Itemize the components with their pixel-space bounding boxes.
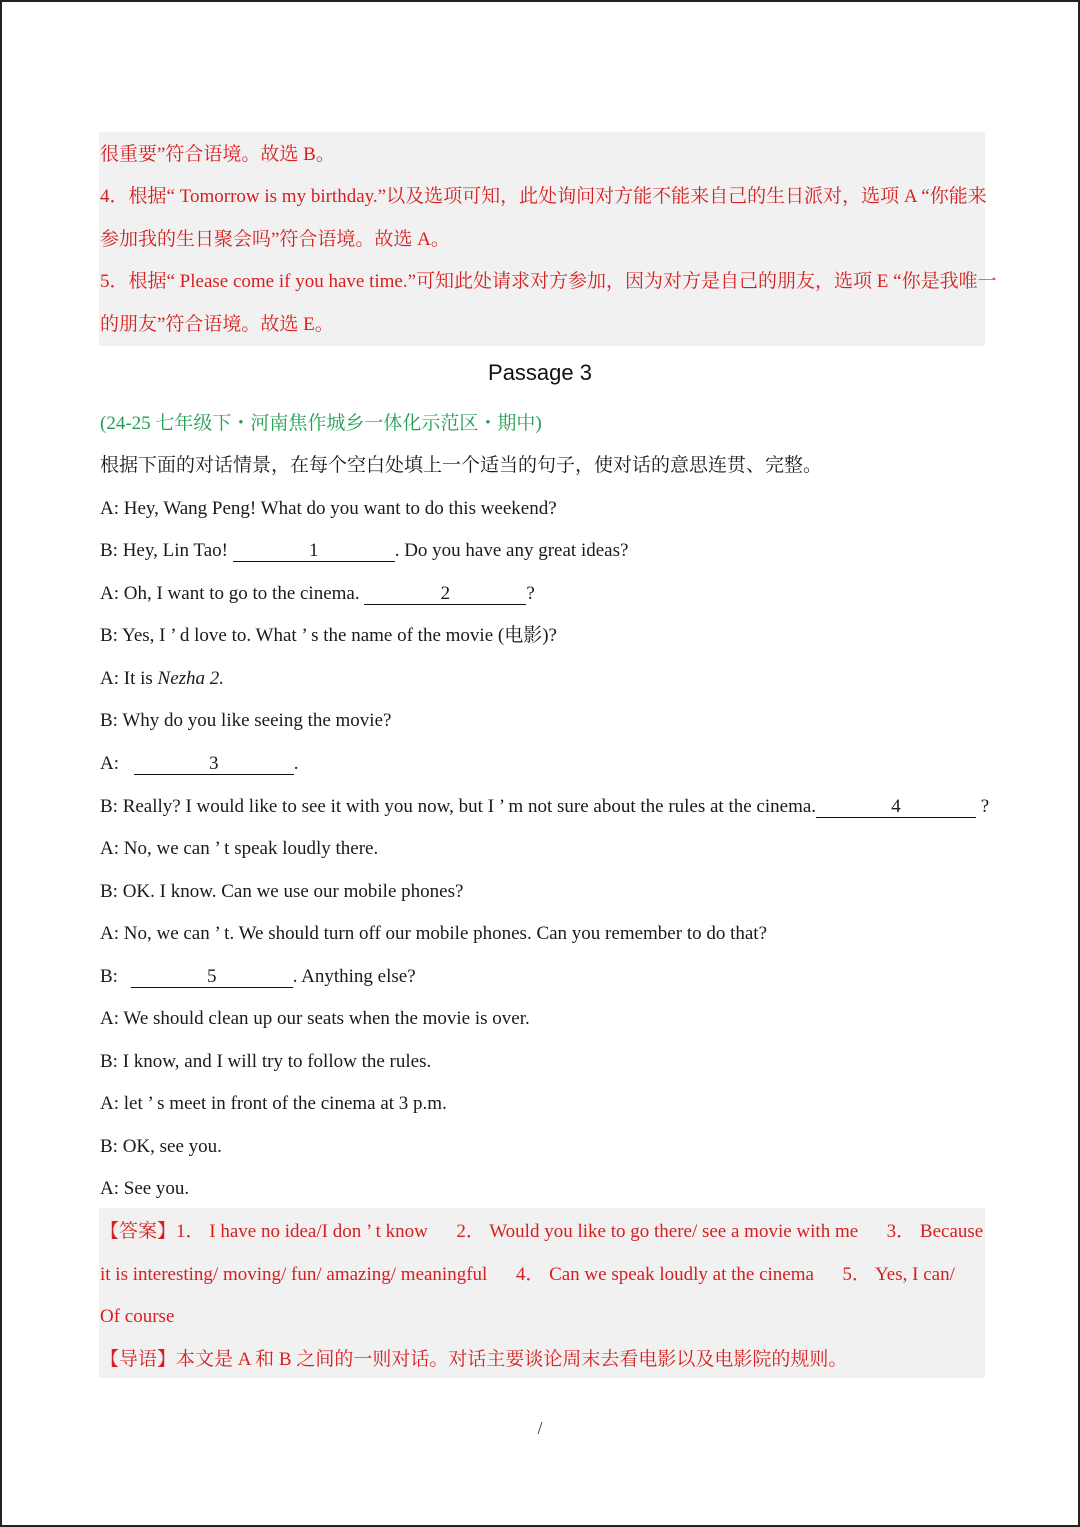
dialogue-line: B: I know, and I will try to follow the rules. xyxy=(100,1051,432,1072)
dialogue-line: A: See you. xyxy=(100,1178,190,1199)
guide-line: 【导语】本文是 A 和 B 之间的一则对话。对话主要谈论周末去看电影以及电影院的规则。 xyxy=(100,1349,848,1370)
answer-line: it is interesting/ moving/ fun/ amazing/ meaningful 4． Can we speak loudly at the cinema 5． Yes, I can/ xyxy=(100,1264,955,1285)
dialogue-text: . Do you have any great ideas? xyxy=(394,540,629,561)
page-mark: / xyxy=(537,1418,543,1438)
explanation-line: 参加我的生日聚会吗”符合语境。故选 A。 xyxy=(100,229,450,250)
dialogue-text: B: Hey, Lin Tao! xyxy=(100,540,233,561)
dialogue-line: B: OK. I know. Can we use our mobile phones? xyxy=(100,881,464,902)
dialogue-text: B: xyxy=(100,966,123,987)
explanation-line: 的朋友”符合语境。故选 E。 xyxy=(100,314,334,335)
answer-line: Of course xyxy=(100,1306,175,1327)
explanation-line: 5．根据“ Please come if you have time.”可知此处请求对方参加，因为对方是自己的朋友，选项 E “你是我唯一 xyxy=(100,271,997,292)
dialogue-line: A: No, we can ’ t speak loudly there. xyxy=(100,838,379,859)
blank-4: 4 xyxy=(816,797,976,818)
dialogue-line xyxy=(100,539,628,563)
explanation-line: 4．根据“ Tomorrow is my birthday.”以及选项可知，此处询问对方能不能来自己的生日派对，选项 A “你能来 xyxy=(100,186,987,207)
answer-line: 【答案】1． I have no idea/I don ’ t know 2． Would you like to go there/ see a movie with me 3． Because xyxy=(100,1221,984,1242)
dialogue-text: A: xyxy=(100,753,124,774)
dialogue-line: A: let ’ s meet in front of the cinema at 3 p.m. xyxy=(100,1093,447,1114)
dialogue-line: A: Hey, Wang Peng! What do you want to do this weekend? xyxy=(100,498,557,519)
dialogue-line xyxy=(100,582,535,606)
dialogue-line xyxy=(100,795,989,819)
blank-1: 1 xyxy=(233,541,395,562)
explanation-line: 很重要”符合语境。故选 B。 xyxy=(100,144,335,165)
dialogue-line xyxy=(100,965,416,989)
dialogue-text: ? xyxy=(526,583,535,604)
movie-title: Nezha 2. xyxy=(157,668,225,689)
dialogue-text: . Anything else? xyxy=(292,966,416,987)
dialogue-line xyxy=(100,667,224,691)
dialogue-line: B: Why do you like seeing the movie? xyxy=(100,710,392,731)
dialogue-text: . xyxy=(293,753,299,774)
dialogue-text: B: Really? I would like to see it with you now, but I ’ m not sure about the rules at the cinema. xyxy=(100,796,817,817)
dialogue-line: B: Yes, I ’ d love to. What ’ s the name of the movie (电影)? xyxy=(100,625,557,646)
dialogue-text: ? xyxy=(976,796,990,817)
dialogue-line xyxy=(100,752,299,776)
passage-instruction: 根据下面的对话情景，在每个空白处填上一个适当的句子，使对话的意思连贯、完整。 xyxy=(100,455,823,476)
blank-2: 2 xyxy=(364,584,526,605)
dialogue-line: A: No, we can ’ t. We should turn off our mobile phones. Can you remember to do that? xyxy=(100,923,768,944)
dialogue-line: B: OK, see you. xyxy=(100,1136,222,1157)
passage-title: Passage 3 xyxy=(488,360,592,385)
dialogue-text: A: It is xyxy=(100,668,158,689)
passage-source: (24-25 七年级下・河南焦作城乡一体化示范区・期中) xyxy=(100,413,542,434)
blank-5: 5 xyxy=(131,967,293,988)
dialogue-text: A: Oh, I want to go to the cinema. xyxy=(100,583,365,604)
blank-3: 3 xyxy=(134,754,294,775)
dialogue-line: A: We should clean up our seats when the movie is over. xyxy=(100,1008,530,1029)
